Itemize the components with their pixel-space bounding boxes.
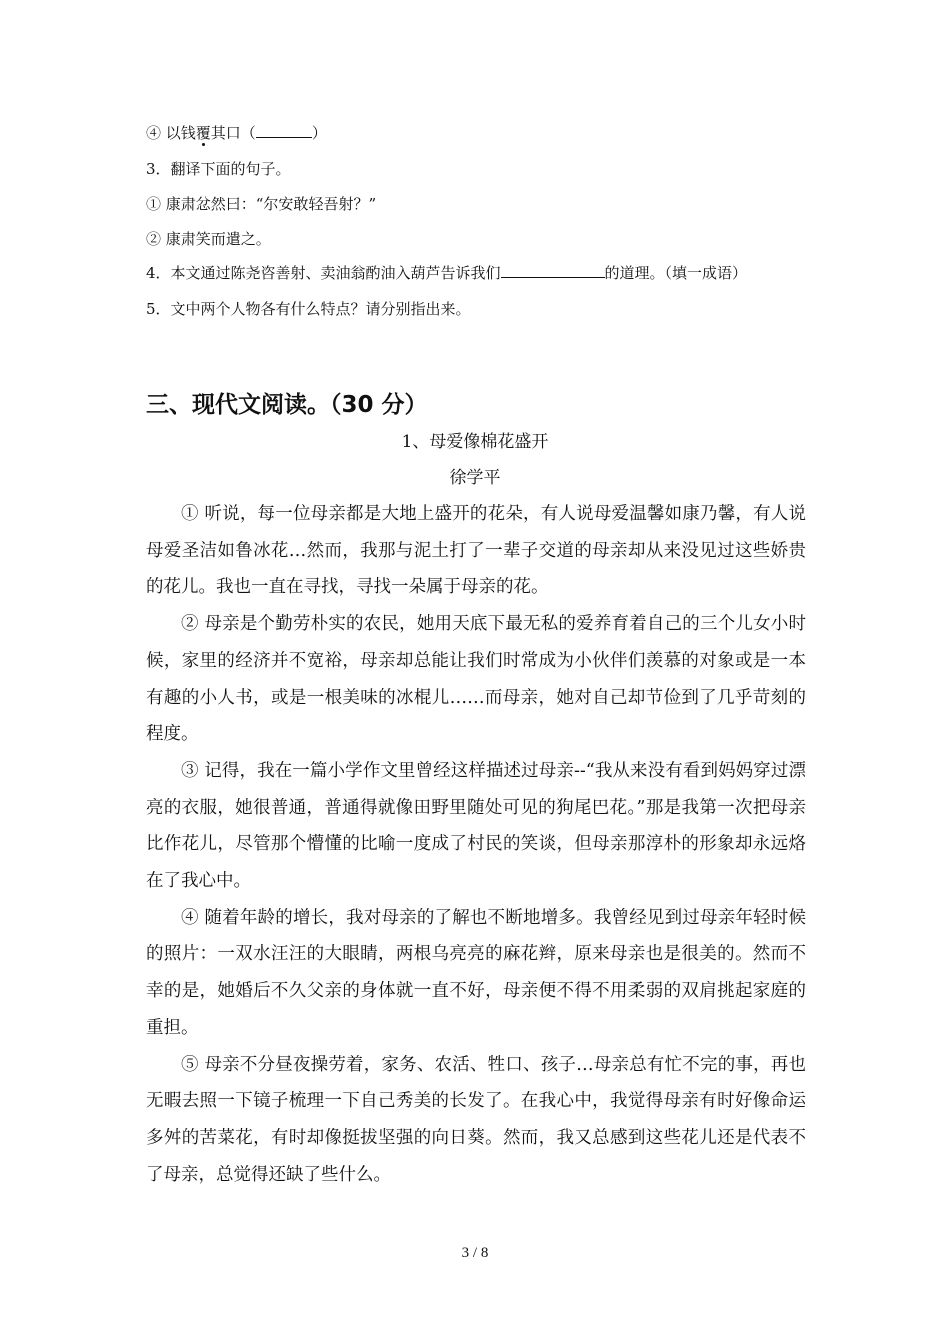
question-text: 其口（ (210, 124, 256, 142)
paragraph: ① 听说，每一位母亲都是大地上盛开的花朵，有人说母爱温馨如康乃馨，有人说母爱圣洁如鲁冰花…然而，我那与泥土打了一辈子交道的母亲却从来没见过这些娇贵的花儿。我也一直在寻找，寻找一朵属于母亲的花。 (146, 504, 806, 598)
question-text: ④ 以钱 (146, 124, 196, 142)
question-text: ） (311, 124, 327, 142)
question-text: 4．本文通过陈尧咨善射、卖油翁酌油入葫芦告诉我们 (146, 264, 501, 282)
question-3-sentence-2: ② 康肃笑而遣之。 (146, 230, 271, 248)
paragraph: ④ 随着年龄的增长，我对母亲的了解也不断地增多。我曾经见到过母亲年轻时候的照片：一双水汪汪的大眼睛，两根乌亮亮的麻花辫，原来母亲也是很美的。然而不幸的是，她婚后不久父亲的身体就一直不好，母亲便不得不用柔弱的双肩挑起家庭的重担。 (146, 907, 806, 1038)
paragraph: ⑤ 母亲不分昼夜操劳着，家务、农活、牲口、孩子…母亲总有忙不完的事，再也无暇去照一下镜子梳理一下自己秀美的长发了。在我心中，我觉得母亲有时好像命运多舛的苦菜花，有时却像挺拔坚强的向日葵。然而，我又总感到这些花儿还是代表不了母亲，总觉得还缺了些什么。 (146, 1054, 806, 1185)
question-4 (146, 262, 816, 283)
question-4-sub-item (146, 122, 816, 143)
answer-blank[interactable] (256, 122, 312, 138)
emphasis-dot-char: 覆 (195, 124, 211, 142)
section-heading: 三、现代文阅读。（30 分） (146, 392, 428, 418)
article-title: 1、母爱像棉花盛开 (401, 432, 549, 452)
question-3-sentence-1: ① 康肃忿然曰：“尔安敢轻吾射？” (146, 195, 377, 213)
question-5: 5．文中两个人物各有什么特点？请分别指出来。 (146, 300, 471, 318)
paragraph: ② 母亲是个勤劳朴实的农民，她用天底下最无私的爱养育着自己的三个儿女小时候，家里的经济并不宽裕，母亲却总能让我们时常成为小伙伴们羡慕的对象或是一本有趣的小人书，或是一根美味的冰棍儿……而母亲，她对自己却节俭到了几乎苛刻的程度。 (146, 614, 806, 745)
article-body (146, 496, 806, 1193)
article-author: 徐学平 (449, 468, 501, 488)
question-text: 的道理。（填一成语） (604, 264, 748, 282)
question-3: 3．翻译下面的句子。 (146, 160, 291, 178)
answer-blank[interactable] (501, 262, 605, 278)
paragraph: ③ 记得，我在一篇小学作文里曾经这样描述过母亲--“我从来没有看到妈妈穿过漂亮的衣服，她很普通，普通得就像田野里随处可见的狗尾巴花。”那是我第一次把母亲比作花儿，尽管那个懵懂的比喻一度成了村民的笑谈，但母亲那淳朴的形象却永远烙在了我心中。 (146, 760, 806, 892)
page-number: 3 / 8 (461, 1245, 489, 1261)
